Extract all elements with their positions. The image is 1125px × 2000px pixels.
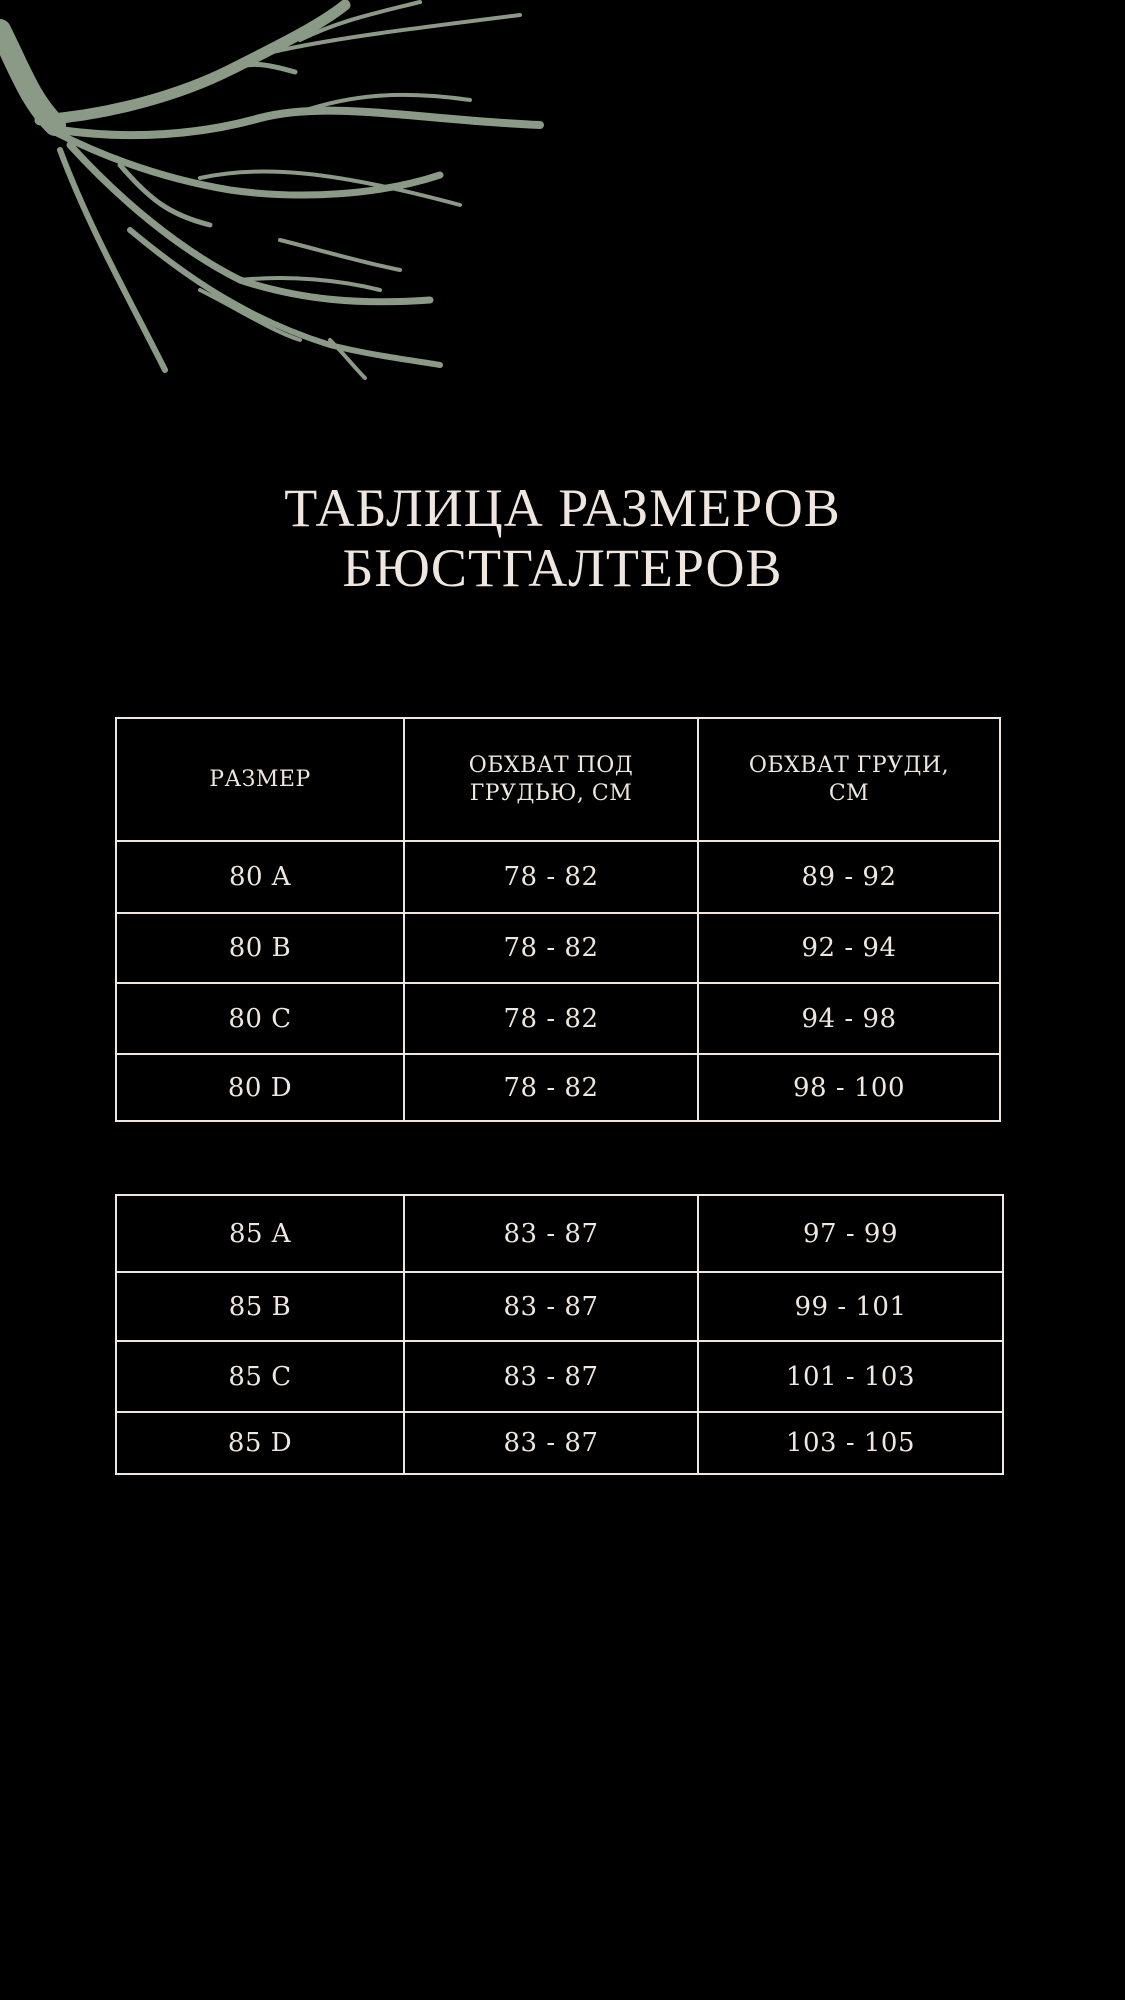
cell-underbust: 78 - 82 <box>404 1054 698 1121</box>
cell-bust: 103 - 105 <box>698 1412 1003 1474</box>
table-row <box>116 1272 1003 1341</box>
table-row <box>116 913 1000 983</box>
cell-bust: 98 - 100 <box>698 1054 1000 1121</box>
cell-size: 85 A <box>116 1195 404 1272</box>
size-table-80 <box>115 717 1001 1122</box>
cell-underbust: 78 - 82 <box>404 913 698 983</box>
table-row <box>116 1195 1003 1272</box>
title-line-1: ТАБЛИЦА РАЗМЕРОВ <box>284 478 841 538</box>
title-line-2: БЮСТГАЛТЕРОВ <box>342 538 783 598</box>
tree-branch-icon <box>0 0 560 390</box>
cell-size: 85 C <box>116 1341 404 1412</box>
table-row <box>116 841 1000 913</box>
table-row <box>116 1412 1003 1474</box>
cell-size: 80 C <box>116 983 404 1054</box>
cell-underbust: 83 - 87 <box>404 1412 698 1474</box>
cell-size: 80 A <box>116 841 404 913</box>
cell-size: 85 D <box>116 1412 404 1474</box>
cell-bust: 97 - 99 <box>698 1195 1003 1272</box>
cell-size: 85 B <box>116 1272 404 1341</box>
cell-size: 80 D <box>116 1054 404 1121</box>
page-title <box>0 478 1125 598</box>
table-row <box>116 1341 1003 1412</box>
header-underbust: ОБХВАТ ПОД ГРУДЬЮ, СМ <box>404 718 698 841</box>
cell-size: 80 B <box>116 913 404 983</box>
cell-bust: 92 - 94 <box>698 913 1000 983</box>
table-header-row <box>116 718 1000 841</box>
cell-underbust: 78 - 82 <box>404 983 698 1054</box>
header-bust: ОБХВАТ ГРУДИ, СМ <box>698 718 1000 841</box>
cell-bust: 89 - 92 <box>698 841 1000 913</box>
cell-underbust: 83 - 87 <box>404 1341 698 1412</box>
header-size: РАЗМЕР <box>116 718 404 841</box>
cell-underbust: 83 - 87 <box>404 1272 698 1341</box>
size-table-85 <box>115 1194 1004 1475</box>
cell-bust: 101 - 103 <box>698 1341 1003 1412</box>
cell-underbust: 83 - 87 <box>404 1195 698 1272</box>
cell-bust: 99 - 101 <box>698 1272 1003 1341</box>
cell-underbust: 78 - 82 <box>404 841 698 913</box>
cell-bust: 94 - 98 <box>698 983 1000 1054</box>
table-row <box>116 983 1000 1054</box>
table-row <box>116 1054 1000 1121</box>
